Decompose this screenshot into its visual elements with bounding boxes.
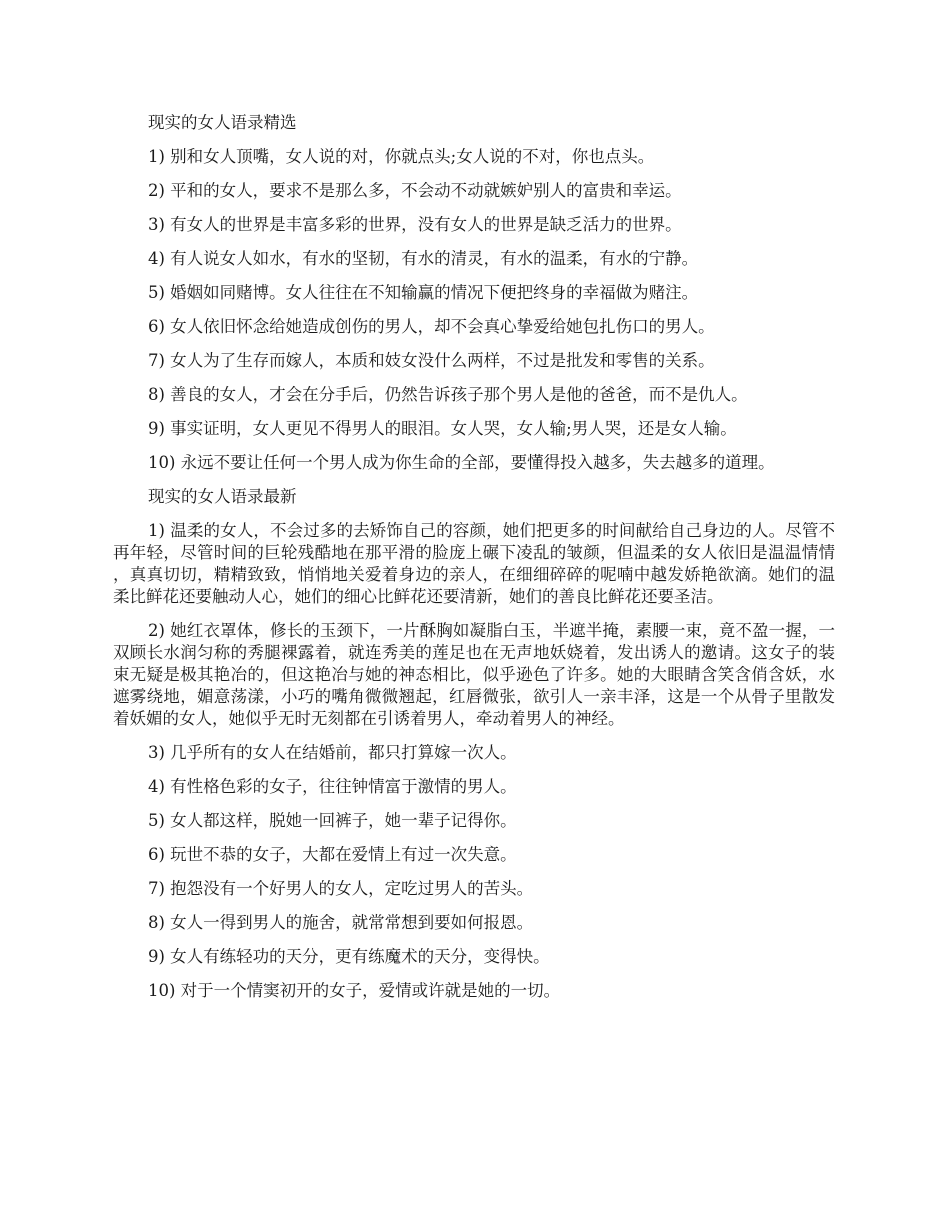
section1-item-10: 10) 永远不要让任何一个男人成为你生命的全部，要懂得投入越多，失去越多的道理。 xyxy=(148,453,775,472)
section1-item-1: 1) 别和女人顶嘴，女人说的对，你就点头;女人说的不对，你也点头。 xyxy=(148,147,655,166)
section2-item-9: 9) 女人有练轻功的天分，更有练魔术的天分，变得快。 xyxy=(148,947,550,966)
section1-item-7: 7) 女人为了生存而嫁人，本质和妓女没什么两样，不过是批发和零售的关系。 xyxy=(148,351,715,370)
section2-item-3: 3) 几乎所有的女人在结婚前，都只打算嫁一次人。 xyxy=(148,743,517,762)
section1-item-8: 8) 善良的女人，才会在分手后，仍然告诉孩子那个男人是他的爸爸，而不是仇人。 xyxy=(148,385,748,404)
section1-item-5: 5) 婚姻如同赌博。女人往往在不知输赢的情况下便把终身的幸福做为赌注。 xyxy=(148,283,699,302)
section2-item-1: 1) 温柔的女人，不会过多的去矫饰自己的容颜，她们把更多的时间献给自己身边的人。尽管不再年轻，尽管时间的巨轮残酷地在那平滑的脸庞上碾下凌乱的皱颜，但温柔的女人依旧是温温情情，真真切切，精精致致，悄悄地关爱着身边的亲人，在细细碎碎的呢喃中越发娇艳欲滴。她们的温柔比鲜花还要触动人心，她们的细心比鲜花还要清新，她们的善良比鲜花还要圣洁。 xyxy=(113,521,835,606)
section1-title: 现实的女人语录精选 xyxy=(148,113,297,132)
section2-item-6: 6) 玩世不恭的女子，大都在爱情上有过一次失意。 xyxy=(148,845,517,864)
section2-item-4: 4) 有性格色彩的女子，往往钟情富于激情的男人。 xyxy=(148,777,517,796)
section2-title: 现实的女人语录最新 xyxy=(148,487,297,506)
section2-item-8: 8) 女人一得到男人的施舍，就常常想到要如何报恩。 xyxy=(148,913,534,932)
section1-item-9: 9) 事实证明，女人更见不得男人的眼泪。女人哭，女人输;男人哭，还是女人输。 xyxy=(148,419,737,438)
section1-item-3: 3) 有女人的世界是丰富多彩的世界，没有女人的世界是缺乏活力的世界。 xyxy=(148,215,682,234)
section1-item-2: 2) 平和的女人，要求不是那么多，不会动不动就嫉妒别人的富贵和幸运。 xyxy=(148,181,682,200)
section2-item-2: 2) 她红衣罩体，修长的玉颈下，一片酥胸如凝脂白玉，半遮半掩，素腰一束，竟不盈一握，一双顾长水润匀称的秀腿裸露着，就连秀美的莲足也在无声地妖娆着，发出诱人的邀请。这女子的装束无疑是极其艳冶的，但这艳冶与她的神态相比，似乎逊色了许多。她的大眼睛含笑含俏含妖，水遮雾绕地，媚意荡漾，小巧的嘴角微微翘起，红唇微张，欲引人一亲丰泽，这是一个从骨子里散发着妖媚的女人，她似乎无时无刻都在引诱着男人，牵动着男人的神经。 xyxy=(113,621,835,728)
section1-item-6: 6) 女人依旧怀念给她造成创伤的男人，却不会真心挚爱给她包扎伤口的男人。 xyxy=(148,317,715,336)
section1-item-4: 4) 有人说女人如水，有水的坚韧，有水的清灵，有水的温柔，有水的宁静。 xyxy=(148,249,699,268)
document-page xyxy=(113,112,835,1014)
section2-item-10: 10) 对于一个情窦初开的女子，爱情或许就是她的一切。 xyxy=(148,981,561,1000)
section2-item-7: 7) 抱怨没有一个好男人的女人，定吃过男人的苦头。 xyxy=(148,879,534,898)
section2-item-5: 5) 女人都这样，脱她一回裤子，她一辈子记得你。 xyxy=(148,811,517,830)
